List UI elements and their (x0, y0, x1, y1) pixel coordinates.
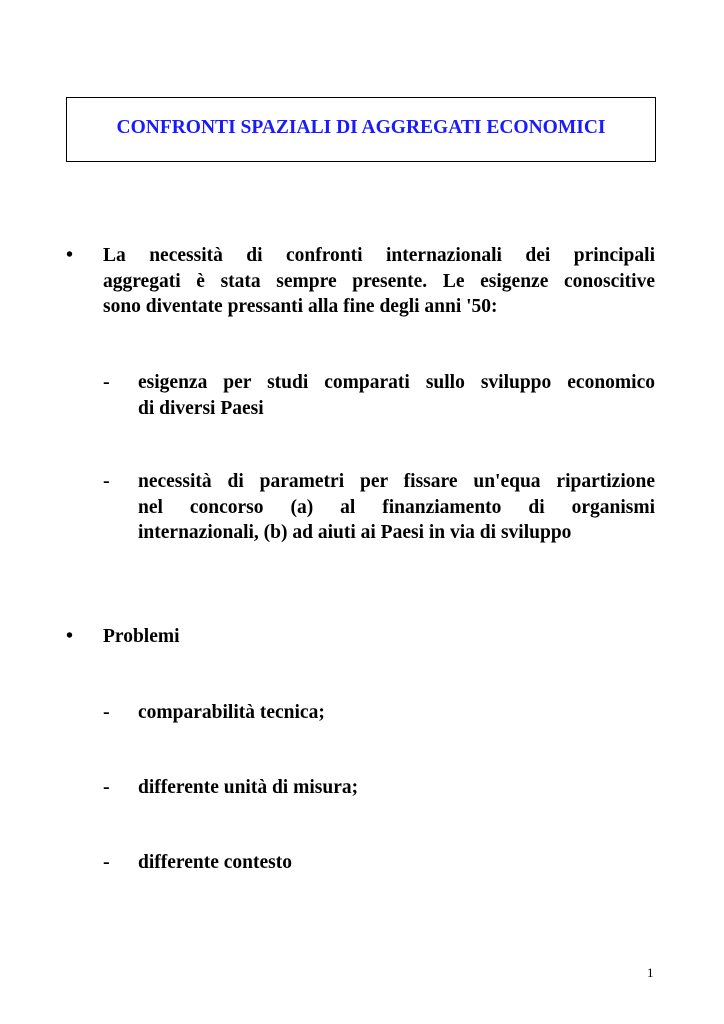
bullet-icon: • (66, 625, 74, 647)
dash-marker: - (103, 776, 110, 798)
section-heading: Problemi (103, 626, 180, 647)
dash-marker: - (103, 851, 110, 873)
list-item: differente contesto (138, 852, 292, 873)
list-item-line: esigenza per studi comparati sullo sviluppo economico (138, 372, 655, 393)
dash-marker: - (103, 371, 110, 393)
list-item-line: di diversi Paesi (138, 397, 264, 419)
dash-marker: - (103, 701, 110, 723)
page-title: CONFRONTI SPAZIALI DI AGGREGATI ECONOMICI (116, 117, 606, 138)
list-item-line: nel concorso (a) al finanziamento di organismi (138, 496, 655, 518)
title-box (66, 97, 656, 162)
intro-line: sono diventate pressanti alla fine degli anni '50: (103, 296, 498, 317)
intro-paragraph (103, 243, 655, 320)
list-item (138, 469, 655, 546)
intro-line: La necessità di confronti internazionali dei principali (103, 245, 655, 266)
dash-marker: - (103, 470, 110, 492)
list-item-line: necessità di parametri per fissare un'equa ripartizione (138, 471, 655, 492)
list-item: comparabilità tecnica; (138, 702, 325, 723)
intro-line: aggregati è stata sempre presente. Le esigenze conoscitive (103, 270, 655, 292)
bullet-icon: • (66, 244, 74, 266)
list-item (138, 370, 655, 421)
list-item: differente unità di misura; (138, 777, 359, 798)
list-item-line: internazionali, (b) ad aiuti ai Paesi in via di sviluppo (138, 522, 572, 543)
page-number: 1 (647, 965, 654, 980)
